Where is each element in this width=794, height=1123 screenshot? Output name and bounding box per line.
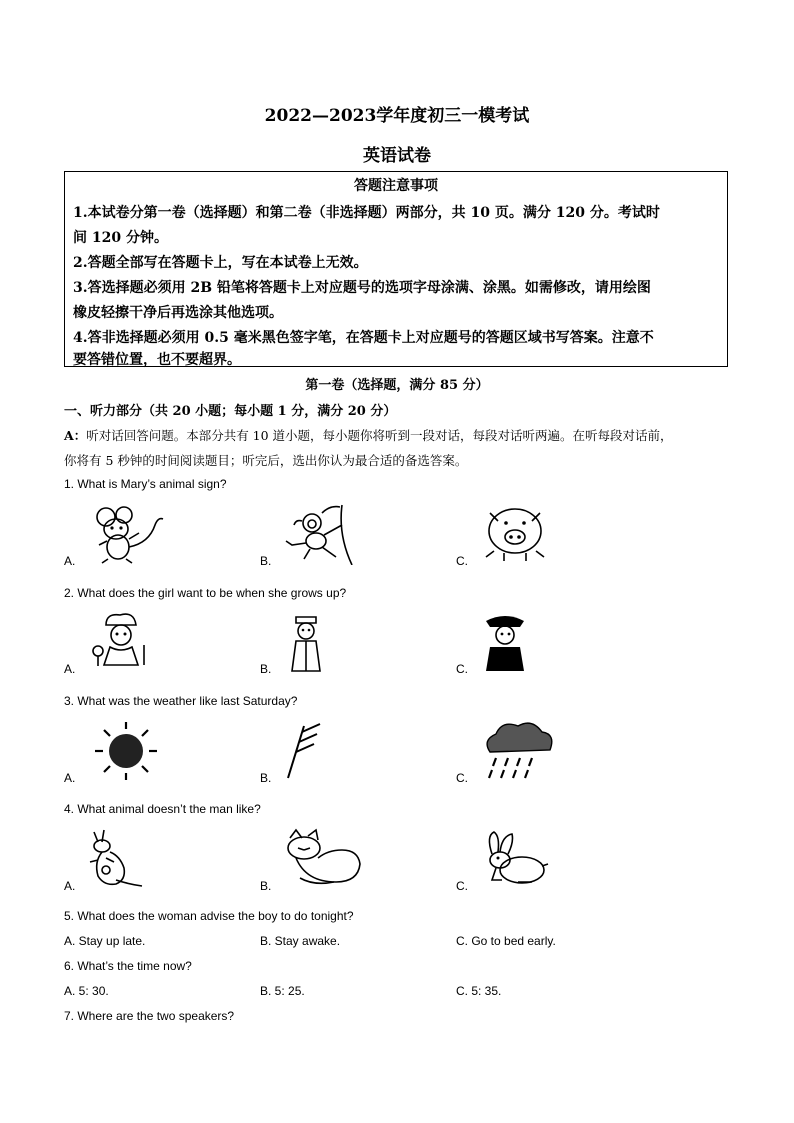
option-label: A. Stay up late. xyxy=(64,934,146,948)
option-label: A. 5: 30. xyxy=(64,984,109,998)
exam-subtitle: 英语试卷 xyxy=(363,146,431,166)
notice-line: 2.答题全部写在答题卡上，写在本试卷上无效。 xyxy=(73,255,368,271)
nurse-icon xyxy=(286,611,326,673)
notice-line: 橡皮轻擦干净后再选涂其他选项。 xyxy=(73,305,283,321)
cat-icon xyxy=(282,828,364,890)
instruction-text: 听对话回答问题。本部分共有 10 道小题，每小题你将听到一段对话，每段对话听两遍。在听每段对话前， xyxy=(86,428,673,443)
option-label: B. Stay awake. xyxy=(260,934,341,948)
option-label: C. Go to bed early. xyxy=(456,934,556,948)
question-text: 2. What does the girl want to be when she grows up? xyxy=(64,586,347,600)
option-label: A. xyxy=(64,554,76,568)
mouse-icon xyxy=(88,503,168,565)
rain-cloud-icon xyxy=(480,720,556,782)
cook-icon xyxy=(88,611,158,673)
option-label: C. xyxy=(456,771,468,785)
notice-line: 3.答选择题必须用 2B 铅笔将答题卡上对应题号的选项字母涂满、涂黑。如需修改，请用绘图 xyxy=(73,280,651,296)
question-text: 3. What was the weather like last Saturday? xyxy=(64,694,298,708)
notice-heading: 答题注意事项 xyxy=(354,178,438,194)
option-label: C. 5: 35. xyxy=(456,984,502,998)
notice-line: 1.本试卷分第一卷（选择题）和第二卷（非选择题）两部分，共 10 页。满分 120 分。考试时 xyxy=(73,205,660,221)
pig-icon xyxy=(478,503,554,565)
sun-icon xyxy=(90,720,162,782)
wind-icon xyxy=(282,720,326,782)
option-label: C. xyxy=(456,554,468,568)
part-title: 第一卷（选择题，满分 85 分） xyxy=(305,378,489,393)
question-text: 1. What is Mary’s animal sign? xyxy=(64,477,227,491)
option-label: C. xyxy=(456,879,468,893)
notice-box xyxy=(64,171,728,367)
instruction-line-1 xyxy=(64,426,673,444)
option-label: B. xyxy=(260,662,272,676)
notice-line: 间 120 分钟。 xyxy=(73,230,168,246)
question-text: 5. What does the woman advise the boy to do tonight? xyxy=(64,909,354,923)
option-label: B. xyxy=(260,879,272,893)
option-label: B. xyxy=(260,771,272,785)
question-text: 7. Where are the two speakers? xyxy=(64,1009,235,1023)
question-text: 6. What’s the time now? xyxy=(64,959,192,973)
notice-line: 4.答非选择题必须用 0.5 毫米黑色签字笔，在答题卡上对应题号的答题区域书写答案。注意不 xyxy=(73,330,654,346)
option-label: C. xyxy=(456,662,468,676)
option-label: B. 5: 25. xyxy=(260,984,305,998)
rabbit-icon xyxy=(478,828,552,890)
option-label: B. xyxy=(260,554,272,568)
kangaroo-icon xyxy=(84,828,144,890)
section-heading: 一、听力部分（共 20 小题；每小题 1 分，满分 20 分） xyxy=(64,404,397,419)
instruction-label: A： xyxy=(64,428,87,443)
exam-title: 2022—2023学年度初三一模考试 xyxy=(264,106,530,126)
monkey-icon xyxy=(282,503,372,565)
policeman-icon xyxy=(480,611,530,673)
notice-line: 要答错位置，也不要超界。 xyxy=(73,352,241,368)
instruction-line-2: 你将有 5 秒钟的时间阅读题目；听完后，选出你认为最合适的备选答案。 xyxy=(64,453,468,468)
option-label: A. xyxy=(64,771,76,785)
option-label: A. xyxy=(64,662,76,676)
question-text: 4. What animal doesn’t the man like? xyxy=(64,802,261,816)
option-label: A. xyxy=(64,879,76,893)
